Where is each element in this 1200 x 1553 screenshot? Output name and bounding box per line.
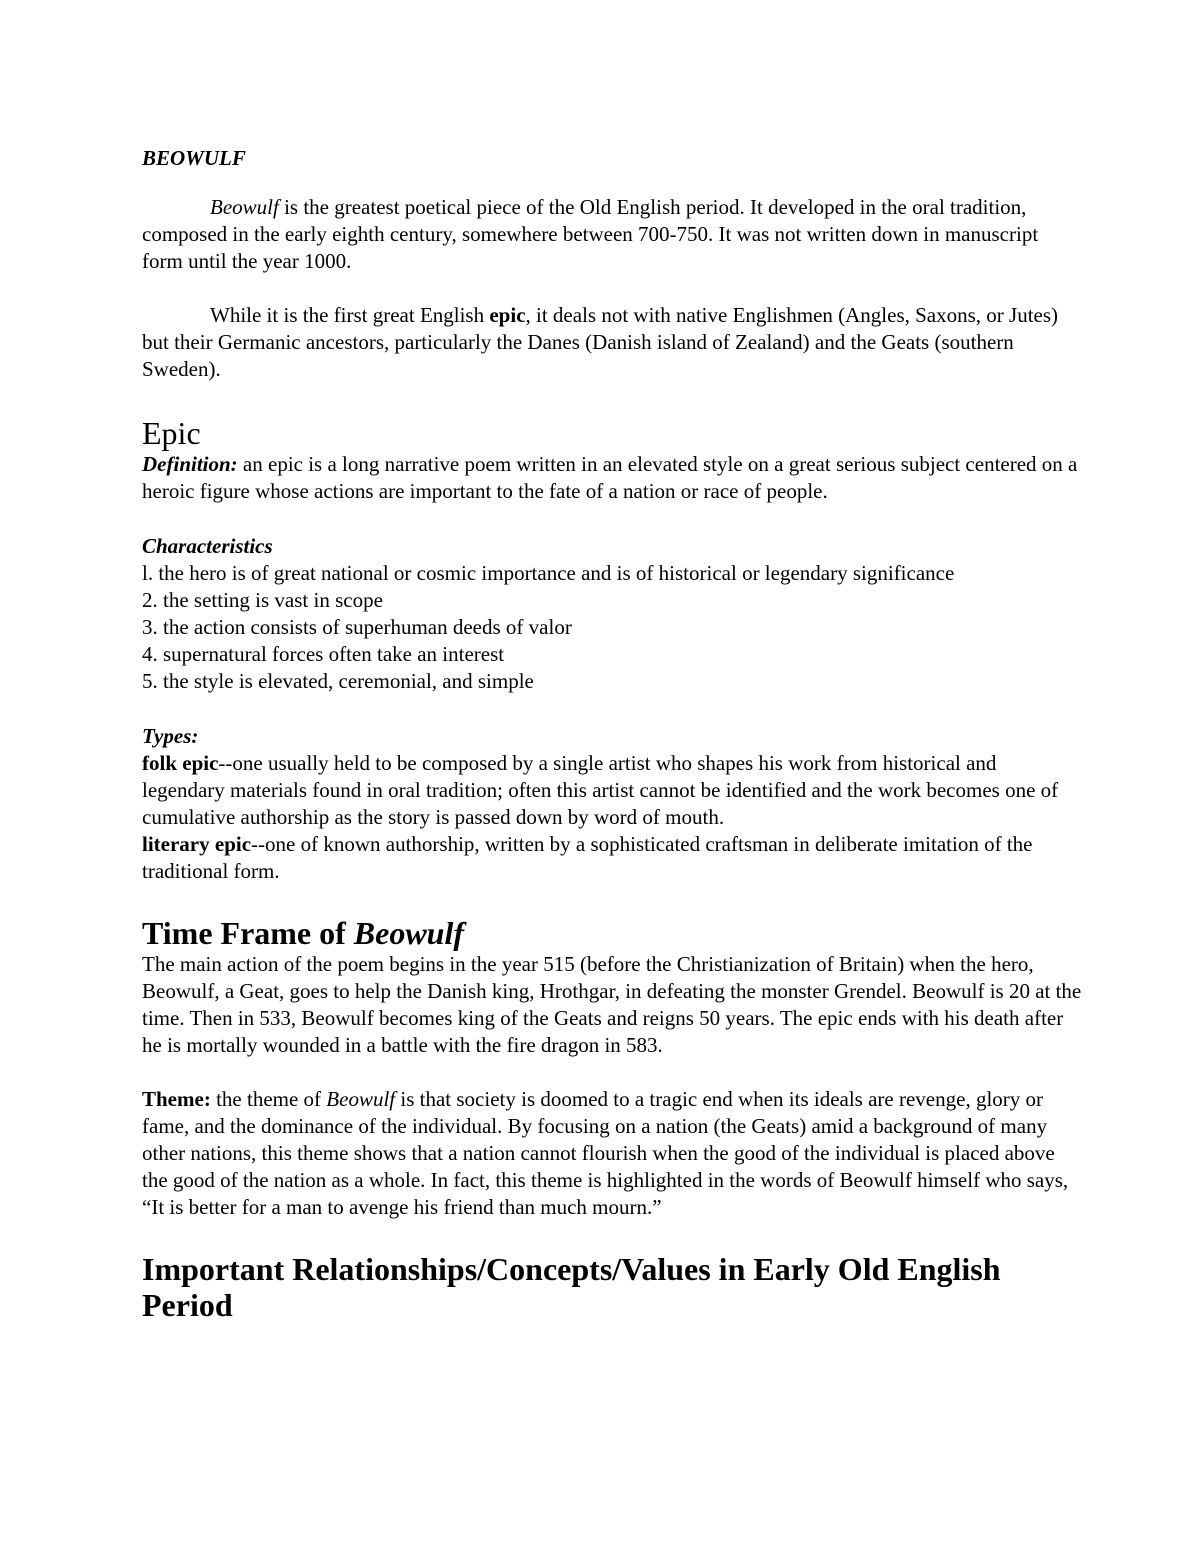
epic-definition (142, 451, 1082, 505)
intro-paragraph-1 (142, 194, 1082, 275)
type-folk-epic (142, 750, 1082, 831)
intro-italic-title: Beowulf (210, 195, 279, 219)
relationships-heading: Important Relationships/Concepts/Values in Early Old English Period (142, 1251, 1001, 1323)
intro-paragraph-2-after: , it deals not with native Englishmen (Angles, Saxons, or Jutes) but their Germanic ancestors, particularly the Danes (Danish island of Zealand) and the Geats (southern Sweden). (142, 303, 1059, 381)
list-item: 3. the action consists of superhuman deeds of valor (142, 615, 572, 639)
epic-definition-text: an epic is a long narrative poem written in an elevated style on a great serious subject centered on a heroic figure whose actions are important to the fate of a nation or race of people. (142, 452, 1078, 503)
characteristics-label: Characteristics (142, 534, 273, 558)
type-text: --one of known authorship, written by a sophisticated craftsman in deliberate imitation of the traditional form. (142, 832, 1033, 883)
document-page (142, 140, 1082, 1323)
theme-italic: Beowulf (326, 1087, 396, 1111)
list-item: 5. the style is elevated, ceremonial, and simple (142, 669, 534, 693)
types-label: Types: (142, 724, 199, 748)
epic-definition-label: Definition: (142, 452, 238, 476)
type-literary-epic (142, 831, 1082, 885)
theme-label: Theme: (142, 1087, 211, 1111)
type-term: folk epic (142, 751, 219, 775)
theme-after: is that society is doomed to a tragic end when its ideals are revenge, glory or fame, and the dominance of the individual. By focusing on a nation (the Geats) amid a background of many other nations, this theme shows that a nation cannot flourish when the good of the individual is placed above the good of the nation as a whole. In fact, this theme is highlighted in the words of Beowulf himself who says, “It is better for a man to avenge his friend than much mourn.” (142, 1087, 1069, 1219)
type-text: --one usually held to be composed by a single artist who shapes his work from historical and legendary materials found in oral tradition; often this artist cannot be identified and the work becomes one of cumulative authorship as the story is passed down by word of mouth. (142, 751, 1059, 829)
list-item: 2. the setting is vast in scope (142, 588, 383, 612)
type-term: literary epic (142, 832, 252, 856)
list-item: l. the hero is of great national or cosmic importance and is of historical or legendary significance (142, 561, 955, 585)
theme-before: the theme of (210, 1087, 327, 1111)
timeframe-heading (142, 915, 1082, 951)
intro-paragraph-2-bold: epic (489, 303, 526, 327)
theme-paragraph (142, 1086, 1082, 1221)
characteristics-list (142, 560, 1082, 695)
timeframe-heading-plain: Time Frame of (142, 915, 354, 951)
list-item: 4. supernatural forces often take an interest (142, 642, 505, 666)
document-title: BEOWULF (142, 146, 246, 170)
intro-paragraph-2-before: While it is the first great English (210, 303, 490, 327)
epic-heading: Epic (142, 415, 201, 451)
intro-paragraph-1-text: is the greatest poetical piece of the Old English period. It developed in the oral tradition, composed in the early eighth century, somewhere between 700-750. It was not written down in manuscript form until the year 1000. (142, 195, 1039, 273)
intro-paragraph-2 (142, 302, 1082, 383)
timeframe-text: The main action of the poem begins in the year 515 (before the Christianization of Britain) when the hero, Beowulf, a Geat, goes to help the Danish king, Hrothgar, in defeating the monster Grendel. Beowulf is 20 at the time. Then in 533, Beowulf becomes king of the Geats and reigns 50 years. The epic ends with his death after he is mortally wounded in a battle with the fire dragon in 583. (142, 952, 1082, 1057)
timeframe-heading-italic: Beowulf (353, 915, 465, 951)
